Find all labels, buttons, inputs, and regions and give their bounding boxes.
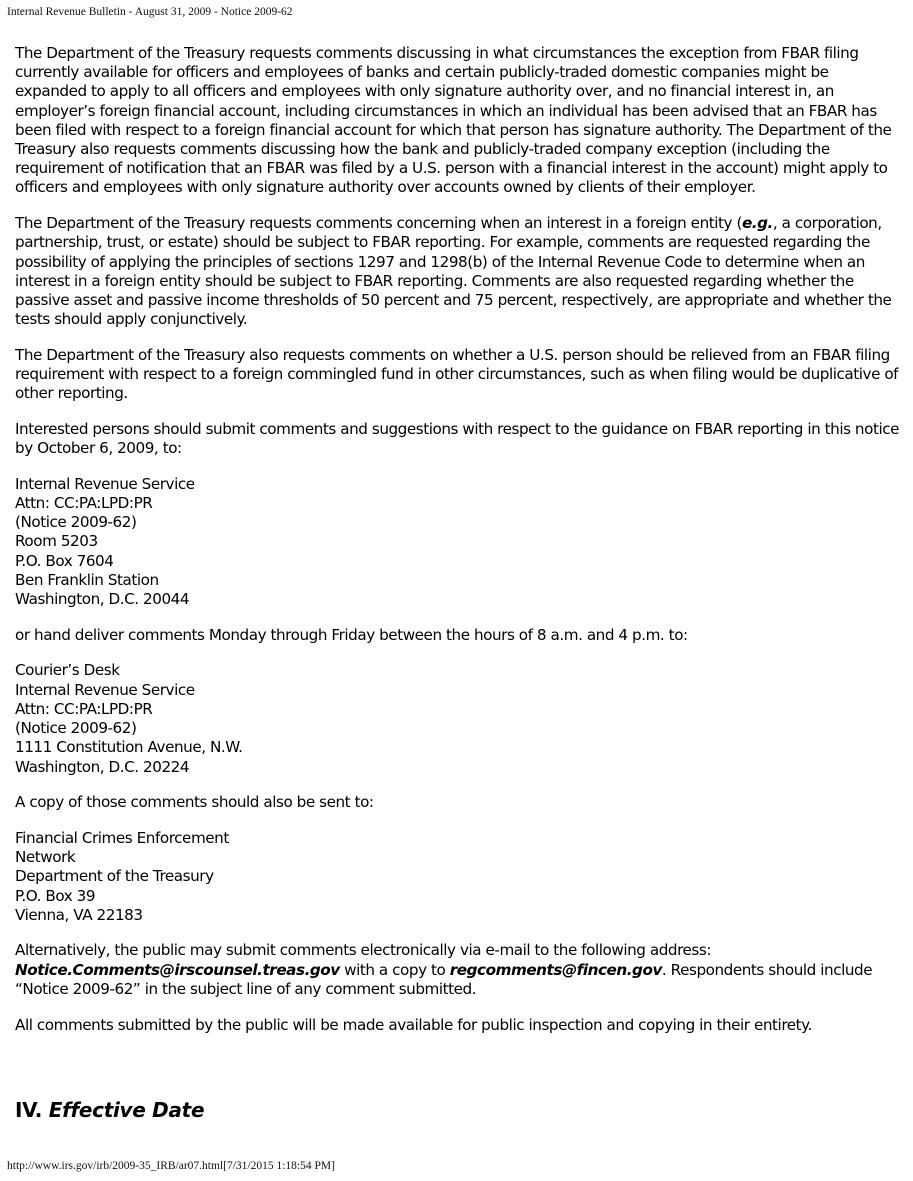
address-line: Internal Revenue Service: [15, 680, 195, 699]
address-line: (Notice 2009-62): [15, 719, 137, 738]
section-title: Effective Date: [48, 1098, 205, 1122]
eg-emphasis: e.g.: [741, 214, 773, 233]
document-body: [15, 44, 903, 1051]
running-footer: http://www.irs.gov/irb/2009-35_IRB/ar07.html[7/31/2015 1:18:54 PM]: [7, 1160, 335, 1172]
address-line: Vienna, VA 22183: [15, 905, 143, 924]
address-line: Courier’s Desk: [15, 661, 120, 680]
paragraph-submit-comments: Interested persons should submit comments and suggestions with respect to the guidance on FBAR reporting in this notice by October 6, 2009, to:: [15, 419, 900, 458]
address-line: Washington, D.C. 20224: [15, 757, 190, 776]
fincen-address: [15, 829, 903, 925]
paragraph-text: . Respondents should include “Notice 2009-62” in the subject line of any comment submitted.: [15, 960, 873, 998]
address-line: (Notice 2009-62): [15, 513, 137, 532]
courier-address: [15, 661, 903, 776]
paragraph-copy-sent: A copy of those comments should also be sent to:: [15, 793, 374, 812]
paragraph-foreign-entity: [15, 214, 903, 329]
address-line: Ben Franklin Station: [15, 570, 159, 589]
paragraph-text: , a corporation, partnership, trust, or estate) should be subject to FBAR reporting. For example, comments are requested regarding the possibility of applying the principles of sections 1297 and 1298(b) of the Internal Revenue Code to determine when an interest in a foreign entity should be subject to FBAR reporting. Comments are also requested regarding whether the passive asset and passive income thresholds of 50 percent and 75 percent, respectively, are appropriate and whether the tests should apply conjunctively.: [15, 214, 892, 329]
address-line: Financial Crimes Enforcement: [15, 828, 229, 847]
address-line: P.O. Box 39: [15, 886, 96, 905]
address-line: Washington, D.C. 20044: [15, 590, 190, 609]
address-line: Attn: CC:PA:LPD:PR: [15, 699, 153, 718]
section-number: IV.: [15, 1098, 43, 1122]
paragraph-text: Alternatively, the public may submit comments electronically via e-mail to the following address:: [15, 941, 712, 960]
paragraph-text: with a copy to: [339, 960, 450, 979]
paragraph-commingled-fund: The Department of the Treasury also requests comments on whether a U.S. person should be relieved from an FBAR filing requirement with respect to a foreign commingled fund in other circumstances, such as when filing would be duplicative of other reporting.: [15, 345, 899, 403]
paragraph-email-submission: [15, 941, 903, 999]
section-heading: [15, 1098, 204, 1122]
paragraph-text: The Department of the Treasury requests comments concerning when an interest in a foreign entity (: [15, 214, 742, 233]
irs-email-address: Notice.Comments@irscounsel.treas.gov: [15, 960, 340, 979]
fincen-email-address: regcomments@fincen.gov: [449, 960, 662, 979]
address-line: 1111 Constitution Avenue, N.W.: [15, 738, 243, 757]
address-line: Internal Revenue Service: [15, 474, 195, 493]
paragraph-public-inspection: All comments submitted by the public will be made available for public inspection and copying in their entirety.: [15, 1015, 812, 1034]
address-line: Room 5203: [15, 532, 98, 551]
paragraph-signature-authority: The Department of the Treasury requests comments discussing in what circumstances the exception from FBAR filing currently available for officers and employees of banks and certain publicly-traded domestic companies might be expanded to apply to all officers and employees with only signature authority over, and no financial interest in, an employer’s foreign financial account, including circumstances in which an individual has been advised that an FBAR has been filed with respect to a foreign financial account for which that person has signature authority. The Department of the Treasury also requests comments discussing how the bank and publicly-traded company exception (including the requirement of notification that an FBAR was filed by a U.S. person with a financial interest in the account) might apply to officers and employees with only signature authority over accounts owned by clients of their employer.: [15, 44, 892, 197]
address-line: Network: [15, 848, 76, 867]
address-line: Department of the Treasury: [15, 867, 214, 886]
address-line: Attn: CC:PA:LPD:PR: [15, 494, 153, 513]
address-line: P.O. Box 7604: [15, 551, 114, 570]
paragraph-hand-deliver: or hand deliver comments Monday through Friday between the hours of 8 a.m. and 4 p.m. to:: [15, 625, 688, 644]
mailing-address: [15, 475, 903, 609]
running-header: Internal Revenue Bulletin - August 31, 2009 - Notice 2009-62: [7, 6, 293, 18]
